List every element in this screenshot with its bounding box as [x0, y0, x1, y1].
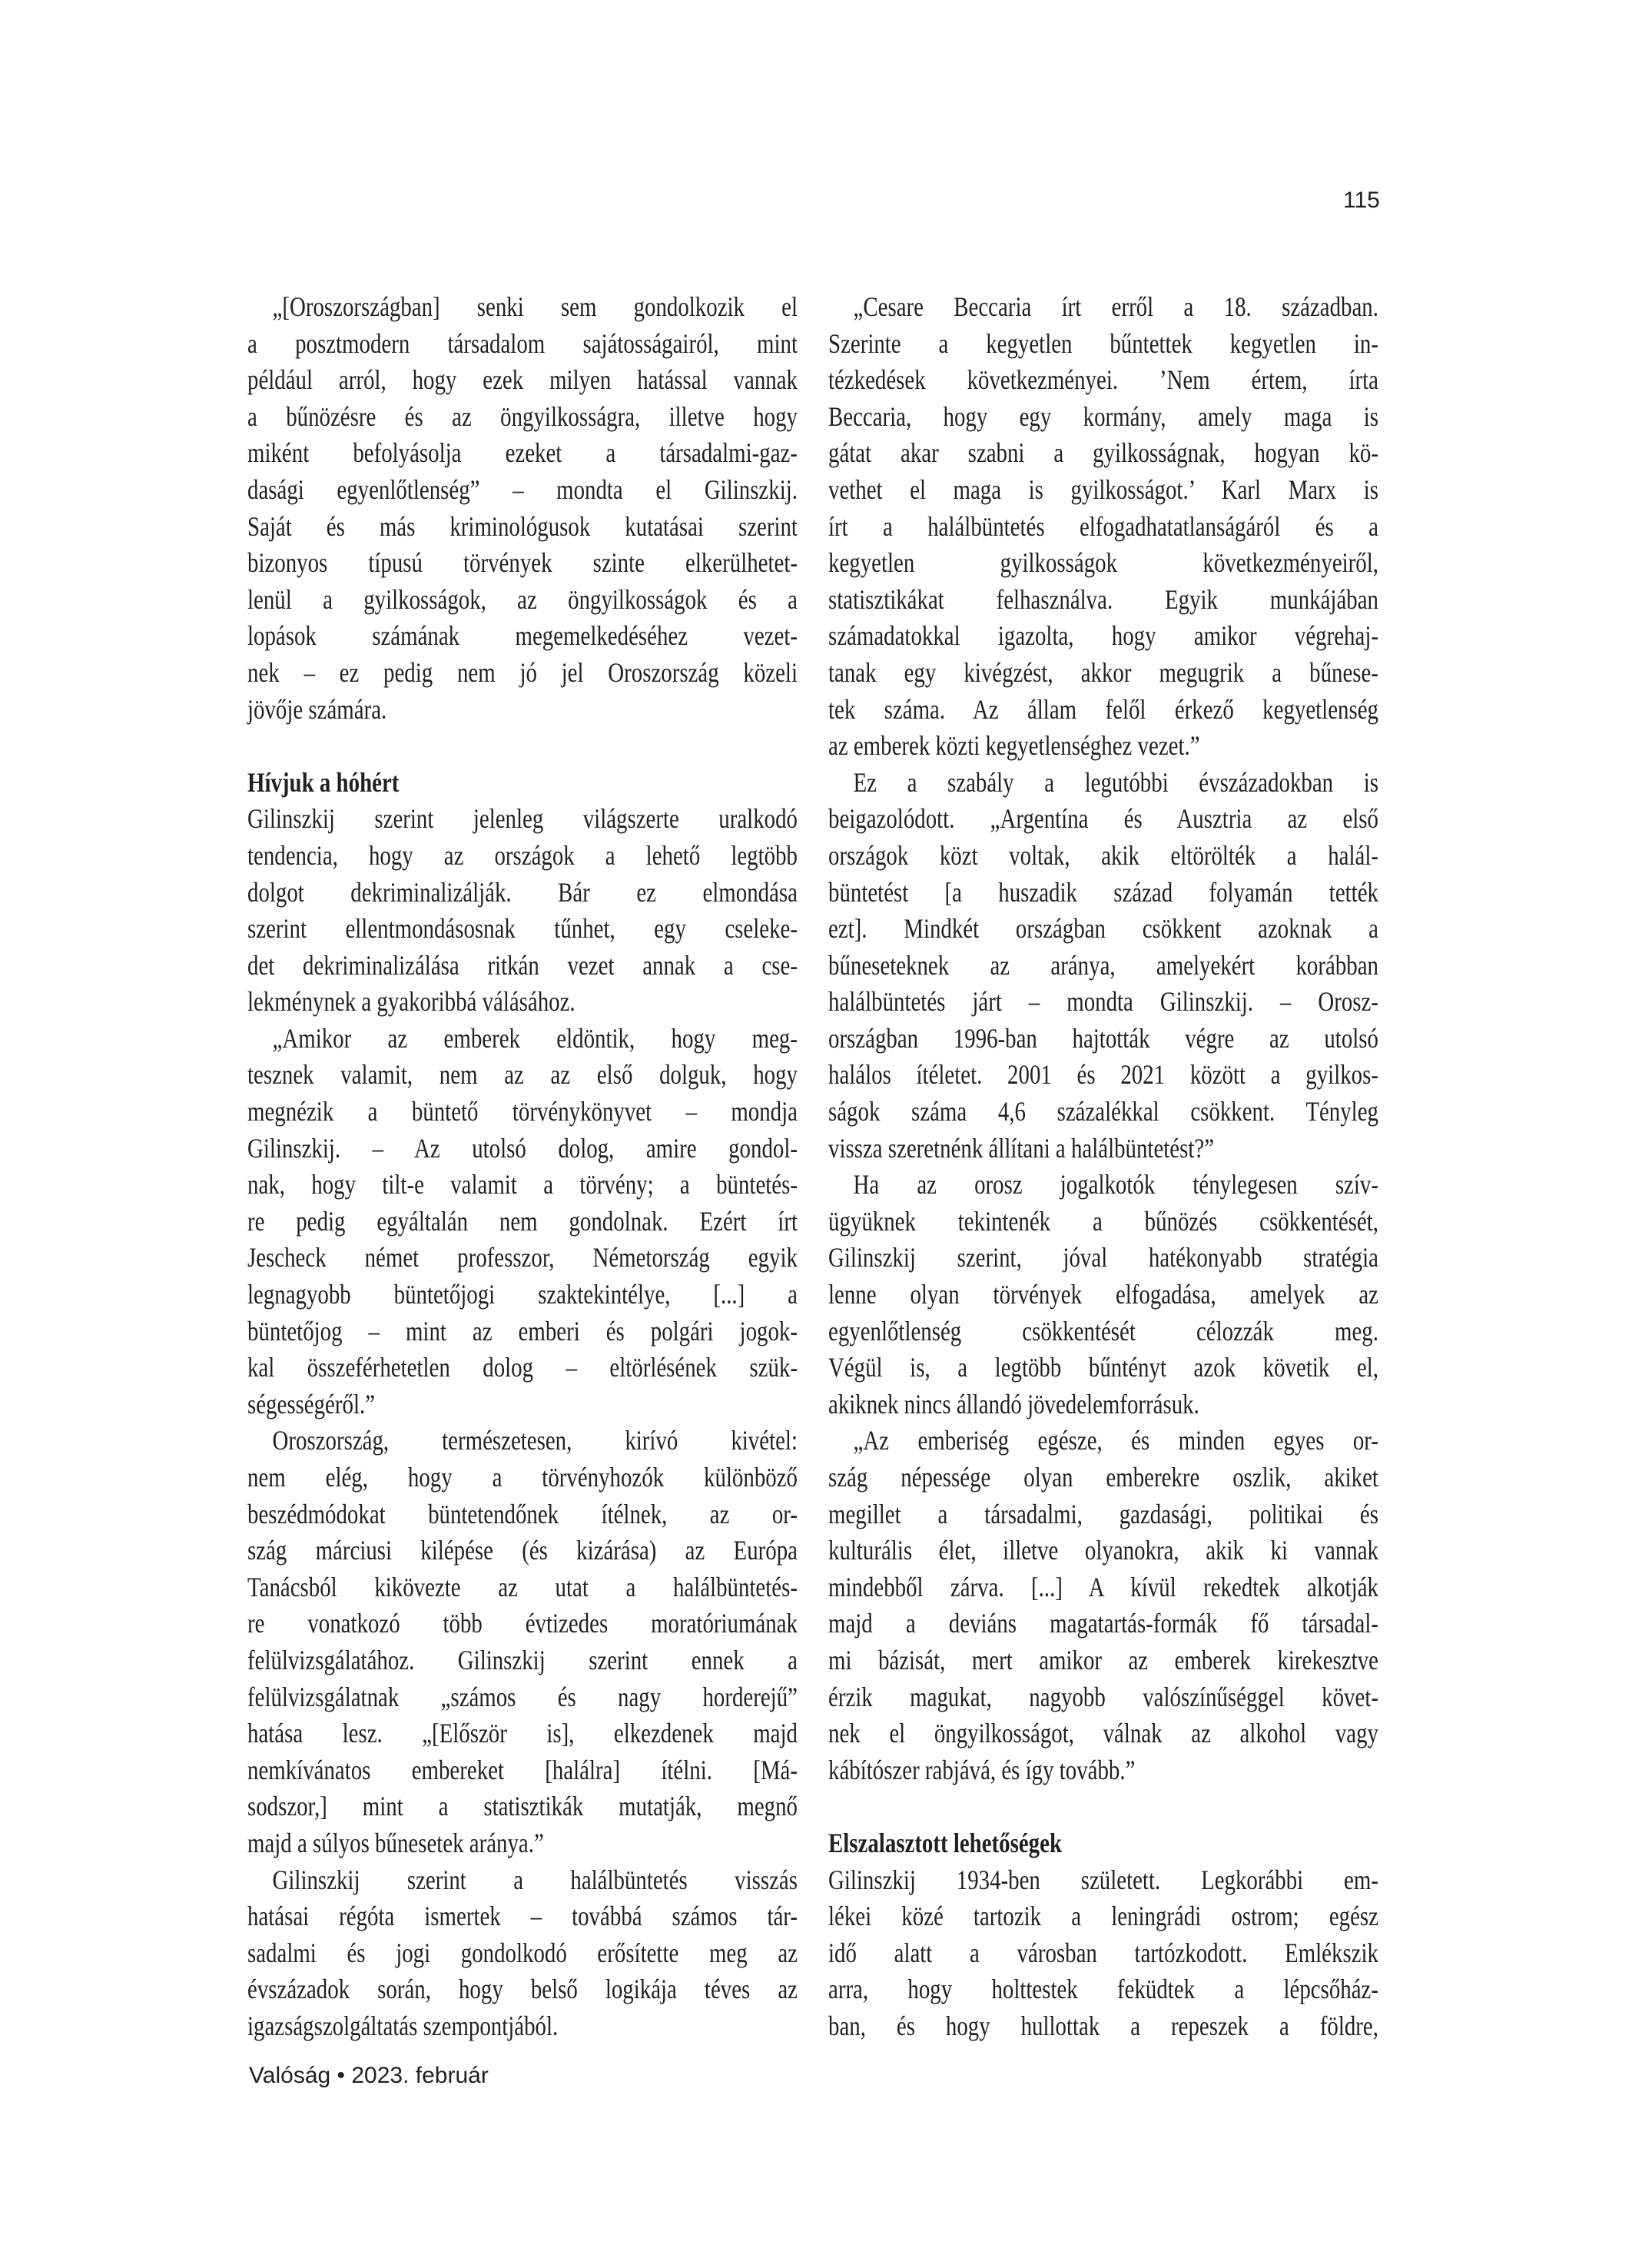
- text-line: egyenlőtlenség csökkentését célozzák meg.: [828, 1315, 1378, 1347]
- paragraph-gap: [828, 1788, 1378, 1825]
- text-line: ságok száma 4,6 százalékkal csökkent. Tényleg: [828, 1096, 1378, 1127]
- text-line: legnagyobb büntetőjogi szaktekintélye, [...] a: [247, 1279, 798, 1310]
- text-line: mi bázisát, mert amikor az emberek kirekesztve: [828, 1644, 1378, 1675]
- text-line: szág népessége olyan emberekre oszlik, akiket: [828, 1462, 1378, 1493]
- text-line: szág márciusi kilépése (és kizárása) az Európa: [247, 1535, 798, 1566]
- text-line: megillet a társadalmi, gazdasági, politikai és: [828, 1498, 1378, 1529]
- text-line: beszédmódokat büntetendőnek ítélnek, az or-: [247, 1498, 798, 1529]
- text-line: kegyetlen gyilkosságok következményeiről,: [828, 547, 1378, 579]
- text-line: lopások számának megemelkedéséhez vezet-: [247, 620, 798, 652]
- text-line: kulturális élet, illetve olyanokra, akik ki vannak: [828, 1535, 1378, 1566]
- text-line: Saját és más kriminológusok kutatásai szerint: [247, 510, 798, 542]
- text-line: re pedig egyáltalán nem gondolnak. Ezért írt: [247, 1205, 798, 1237]
- text-line: akiknek nincs állandó jövedelemforrásuk.: [828, 1388, 1199, 1420]
- text-line: évszázadok során, hogy belső logikája téves az: [247, 1974, 798, 2005]
- text-line: beigazolódott. „Argentína és Ausztria az első: [828, 803, 1378, 835]
- section-heading: Hívjuk a hóhért: [247, 766, 400, 798]
- text-line: miként befolyásolja ezeket a társadalmi-gaz-: [247, 437, 798, 469]
- footer-publication: Valóság • 2023. február: [249, 2063, 489, 2088]
- text-line: det dekriminalizálása ritkán vezet annak a cse-: [247, 949, 798, 981]
- text-line: ügyüknek tekintenék a bűnözés csökkentését,: [828, 1205, 1378, 1237]
- text-line: a bűnözésre és az öngyilkosságra, illetve hogy: [247, 400, 798, 432]
- text-line: vissza szeretnénk állítani a halálbüntetést?”: [828, 1132, 1215, 1164]
- text-line: a posztmodern társadalom sajátosságairól, mint: [247, 327, 798, 359]
- text-line: majd a súlyos bűnesetek aránya.”: [247, 1827, 544, 1858]
- left-text-column: [247, 289, 798, 2045]
- text-line: ségességéről.”: [247, 1388, 376, 1420]
- text-line: kal összeférhetetlen dolog – eltörlésének szük-: [247, 1352, 798, 1383]
- text-line: jövője számára.: [247, 693, 387, 725]
- text-line: vethet el maga is gyilkosságot.’ Karl Marx is: [828, 473, 1378, 505]
- text-line: „Az emberiség egésze, és minden egyes or-: [853, 1425, 1378, 1456]
- text-line: majd a deviáns magatartás-formák fő társadal-: [828, 1608, 1378, 1639]
- right-text-column: [828, 289, 1378, 2045]
- text-line: nek el öngyilkosságot, válnak az alkohol vagy: [828, 1718, 1378, 1749]
- text-line: tek száma. Az állam felől érkező kegyetlenség: [828, 693, 1378, 725]
- text-line: hatásai régóta ismertek – továbbá számos tár-: [247, 1901, 798, 1932]
- text-line: bűneseteknek az aránya, amelyekért korábban: [828, 949, 1378, 981]
- page-number: 115: [1343, 188, 1380, 213]
- text-line: például arról, hogy ezek milyen hatással vannak: [247, 364, 798, 396]
- text-line: Ez a szabály a legutóbbi évszázadokban is: [853, 766, 1378, 798]
- text-line: kábítószer rabjává, és így tovább.”: [828, 1754, 1136, 1785]
- text-line: felülvizsgálatához. Gilinszkij szerint ennek a: [247, 1644, 798, 1675]
- text-line: hatása lesz. „[Először is], elkezdenek majd: [247, 1718, 798, 1749]
- text-line: számadatokkal igazolta, hogy amikor végrehaj-: [828, 620, 1378, 652]
- text-line: „[Oroszországban] senki sem gondolkozik el: [272, 291, 798, 322]
- text-line: Oroszország, természetesen, kirívó kivétel:: [272, 1425, 798, 1456]
- text-line: dasági egyenlőtlenség” – mondta el Gilinszkij.: [247, 473, 798, 505]
- text-line: nek – ez pedig nem jó jel Oroszország közeli: [247, 656, 798, 688]
- section-heading: Elszalasztott lehetőségek: [828, 1827, 1063, 1858]
- text-line: büntetőjog – mint az emberi és polgári jogok-: [247, 1315, 798, 1347]
- text-line: idő alatt a városban tartózkodott. Emlékszik: [828, 1937, 1378, 1968]
- text-line: sadalmi és jogi gondolkodó erősítette meg az: [247, 1937, 798, 1968]
- text-line: az emberek közti kegyetlenséghez vezet.”: [828, 730, 1200, 762]
- text-line: Ha az orosz jogalkotók ténylegesen szív-: [853, 1169, 1378, 1200]
- text-line: ban, és hogy hullottak a repeszek a földre,: [828, 2010, 1378, 2041]
- text-line: halálbüntetés járt – mondta Gilinszkij. – Orosz-: [828, 986, 1378, 1018]
- text-line: megnézik a büntető törvénykönyvet – mondja: [247, 1096, 798, 1127]
- text-line: Végül is, a legtöbb bűntényt azok követik el,: [828, 1352, 1378, 1383]
- text-line: statisztikákat felhasználva. Egyik munkájában: [828, 583, 1378, 615]
- text-line: lenül a gyilkosságok, az öngyilkosságok és a: [247, 583, 798, 615]
- text-line: tendencia, hogy az országok a lehető legtöbb: [247, 839, 798, 871]
- text-line: gátat akar szabni a gyilkosságnak, hogyan kö-: [828, 437, 1378, 469]
- text-line: lekménynek a gyakoribbá válásához.: [247, 986, 576, 1018]
- text-line: országban 1996-ban hajtották végre az utolsó: [828, 1022, 1378, 1054]
- text-line: „Cesare Beccaria írt erről a 18. században.: [853, 291, 1378, 322]
- text-line: Gilinszkij szerint, jóval hatékonyabb stratégia: [828, 1242, 1378, 1273]
- text-line: mindebből zárva. [...] A kívül rekedtek alkotják: [828, 1571, 1378, 1602]
- text-line: Szerinte a kegyetlen bűntettek kegyetlen in-: [828, 327, 1378, 359]
- text-line: szerint ellentmondásosnak tűnhet, egy cseleke-: [247, 913, 798, 945]
- text-line: Beccaria, hogy egy kormány, amely maga is: [828, 400, 1378, 432]
- text-line: írt a halálbüntetés elfogadhatatlanságáról és a: [828, 510, 1378, 542]
- text-line: tesznek valamit, nem az az első dolguk, hogy: [247, 1059, 798, 1091]
- text-line: Gilinszkij 1934-ben született. Legkorábbi em-: [828, 1864, 1378, 1895]
- text-line: Gilinszkij szerint a halálbüntetés visszás: [272, 1864, 798, 1895]
- text-line: „Amikor az emberek eldöntik, hogy meg-: [272, 1022, 798, 1054]
- text-line: nemkívánatos embereket [halálra] ítélni. [Má-: [247, 1754, 798, 1785]
- text-line: érzik magukat, nagyobb valószínűséggel követ-: [828, 1681, 1378, 1712]
- text-line: dolgot dekriminalizálják. Bár ez elmondása: [247, 876, 798, 908]
- text-line: sodszor,] mint a statisztikák mutatják, megnő: [247, 1791, 798, 1822]
- text-line: Gilinszkij. – Az utolsó dolog, amire gondol-: [247, 1132, 798, 1164]
- text-line: Gilinszkij szerint jelenleg világszerte uralkodó: [247, 803, 798, 835]
- text-line: nak, hogy tilt-e valamit a törvény; a büntetés-: [247, 1169, 798, 1200]
- text-line: Jescheck német professzor, Németország egyik: [247, 1242, 798, 1273]
- text-line: nem elég, hogy a törvényhozók különböző: [247, 1462, 798, 1493]
- paragraph-gap: [247, 728, 798, 765]
- text-line: re vonatkozó több évtizedes moratóriumának: [247, 1608, 798, 1639]
- text-line: ezt]. Mindkét országban csökkent azoknak a: [828, 913, 1378, 945]
- text-line: tézkedések következményei. ’Nem értem, írta: [828, 364, 1378, 396]
- text-line: Tanácsból kikövezte az utat a halálbüntetés-: [247, 1571, 798, 1602]
- text-line: tanak egy kivégzést, akkor megugrik a bűnese-: [828, 656, 1378, 688]
- text-line: bizonyos típusú törvények szinte elkerülhetet-: [247, 547, 798, 579]
- text-line: büntetést [a huszadik század folyamán tették: [828, 876, 1378, 908]
- text-line: igazságszolgáltatás szempontjából.: [247, 2010, 559, 2041]
- text-line: lékei közé tartozik a leningrádi ostrom; egész: [828, 1901, 1378, 1932]
- text-line: lenne olyan törvények elfogadása, amelyek az: [828, 1279, 1378, 1310]
- text-line: országok közt voltak, akik eltörölték a halál-: [828, 839, 1378, 871]
- text-line: halálos ítéletet. 2001 és 2021 között a gyilkos-: [828, 1059, 1378, 1091]
- text-line: arra, hogy holttestek feküdtek a lépcsőház-: [828, 1974, 1378, 2005]
- text-line: felülvizsgálatnak „számos és nagy horderejű”: [247, 1681, 798, 1712]
